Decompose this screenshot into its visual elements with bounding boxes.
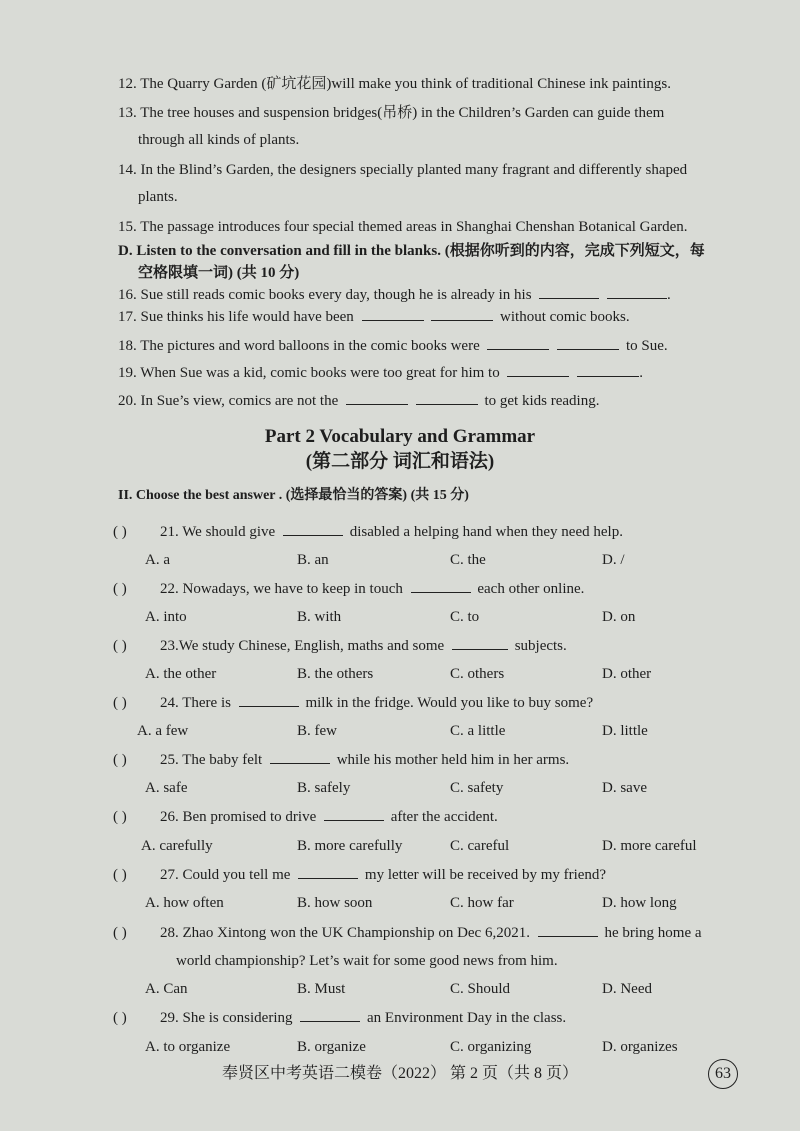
blank-26 — [324, 808, 384, 821]
option-21-d[interactable]: D. / — [602, 552, 625, 568]
statement-15: 15. The passage introduces four special themed areas in Shanghai Chenshan Botanical Garden. — [118, 219, 688, 235]
question-25-stem: 25. The baby felt — [160, 752, 263, 768]
question-18-text: 18. The pictures and word balloons in the comic books were — [118, 338, 480, 354]
section-d-heading-line1: D. Listen to the conversation and fill in the blanks. (根据你听到的内容，完成下列短文，每 — [118, 243, 705, 259]
option-29-b[interactable]: B. organize — [297, 1039, 366, 1055]
blank-20b[interactable] — [416, 392, 478, 405]
option-26-b[interactable]: B. more carefully — [297, 838, 403, 854]
option-27-b[interactable]: B. how soon — [297, 895, 373, 911]
blank-21 — [283, 523, 343, 536]
question-17-text: 17. Sue thinks his life would have been — [118, 309, 354, 325]
option-22-d[interactable]: D. on — [602, 609, 636, 625]
question-28-line2: world championship? Let’s wait for some good news from him. — [176, 953, 558, 969]
blank-29 — [300, 1009, 360, 1022]
question-22 — [160, 580, 584, 598]
question-21 — [160, 523, 623, 541]
section-d-heading-line2: 空格限填一词) (共 10 分) — [138, 265, 300, 281]
option-24-c[interactable]: C. a little — [450, 723, 506, 739]
option-24-d[interactable]: D. little — [602, 723, 648, 739]
blank-23 — [452, 637, 508, 650]
question-18-end: to Sue. — [625, 338, 668, 354]
option-25-b[interactable]: B. safely — [297, 780, 351, 796]
blank-28 — [538, 924, 598, 937]
part2-title-cn: (第二部分 词汇和语法) — [305, 451, 495, 472]
question-27-stem-end: my letter will be received by my friend? — [364, 867, 607, 883]
answer-bracket-23[interactable]: ( ) — [113, 638, 127, 654]
question-24 — [160, 694, 593, 712]
option-21-a[interactable]: A. a — [145, 552, 170, 568]
statement-13-line1: 13. The tree houses and suspension bridges(吊桥) in the Children’s Garden can guide them — [118, 105, 665, 121]
option-23-b[interactable]: B. the others — [297, 666, 374, 682]
answer-bracket-24[interactable]: ( ) — [113, 695, 127, 711]
blank-17a[interactable] — [362, 308, 424, 321]
question-23 — [160, 637, 567, 655]
answer-bracket-21[interactable]: ( ) — [113, 524, 127, 540]
answer-bracket-25[interactable]: ( ) — [113, 752, 127, 768]
question-25-stem-end: while his mother held him in her arms. — [336, 752, 570, 768]
option-27-a[interactable]: A. how often — [145, 895, 224, 911]
question-16-text: 16. Sue still reads comic books every day, though he is already in his — [118, 287, 532, 303]
question-27-stem: 27. Could you tell me — [160, 867, 291, 883]
option-23-d[interactable]: D. other — [602, 666, 652, 682]
statement-12: 12. The Quarry Garden (矿坑花园)will make you think of traditional Chinese ink paintings. — [118, 76, 671, 92]
option-27-c[interactable]: C. how far — [450, 895, 514, 911]
option-28-a[interactable]: A. Can — [145, 981, 188, 997]
question-27 — [160, 866, 606, 884]
question-20 — [118, 392, 599, 410]
blank-20a[interactable] — [346, 392, 408, 405]
page-footer: 奉贤区中考英语二模卷（2022） 第 2 页（共 8 页） — [221, 1065, 578, 1082]
option-29-d[interactable]: D. organizes — [602, 1039, 678, 1055]
blank-17b[interactable] — [431, 308, 493, 321]
blank-22 — [411, 580, 471, 593]
blank-18a[interactable] — [487, 337, 549, 350]
answer-bracket-26[interactable]: ( ) — [113, 809, 127, 825]
answer-bracket-22[interactable]: ( ) — [113, 581, 127, 597]
question-28-stem: 28. Zhao Xintong won the UK Championship on Dec 6,2021. — [160, 925, 530, 941]
answer-bracket-27[interactable]: ( ) — [113, 867, 127, 883]
option-23-a[interactable]: A. the other — [145, 666, 217, 682]
option-27-d[interactable]: D. how long — [602, 895, 677, 911]
option-25-d[interactable]: D. save — [602, 780, 647, 796]
question-29-stem-end: an Environment Day in the class. — [367, 1010, 567, 1026]
question-29-stem: 29. She is considering — [160, 1010, 293, 1026]
question-16 — [118, 286, 671, 304]
option-29-c[interactable]: C. organizing — [450, 1039, 532, 1055]
question-24-stem-end: milk in the fridge. Would you like to buy some? — [305, 695, 594, 711]
question-19-text: 19. When Sue was a kid, comic books were too great for him to — [118, 365, 500, 381]
question-17-end: without comic books. — [500, 309, 630, 325]
question-19 — [118, 364, 643, 382]
option-25-a[interactable]: A. safe — [145, 780, 188, 796]
option-26-d[interactable]: D. more careful — [602, 838, 697, 854]
question-21-stem-end: disabled a helping hand when they need help. — [349, 524, 623, 540]
option-21-b[interactable]: B. an — [297, 552, 329, 568]
question-23-stem: 23.We study Chinese, English, maths and some — [160, 638, 445, 654]
question-25 — [160, 751, 569, 769]
blank-16b[interactable] — [607, 286, 667, 299]
question-17 — [118, 308, 630, 326]
question-21-stem: 21. We should give — [160, 524, 276, 540]
answer-bracket-29[interactable]: ( ) — [113, 1010, 127, 1026]
question-26-stem-end: after the accident. — [390, 809, 498, 825]
question-22-stem-end: each other online. — [477, 581, 585, 597]
question-24-stem: 24. There is — [160, 695, 231, 711]
answer-bracket-28[interactable]: ( ) — [113, 925, 127, 941]
question-22-stem: 22. Nowadays, we have to keep in touch — [160, 581, 403, 597]
blank-27 — [298, 866, 358, 879]
option-28-b[interactable]: B. Must — [297, 981, 346, 997]
blank-25 — [270, 751, 330, 764]
question-20-end: to get kids reading. — [484, 393, 600, 409]
option-24-b[interactable]: B. few — [297, 723, 337, 739]
option-29-a[interactable]: A. to organize — [145, 1039, 231, 1055]
blank-16a[interactable] — [539, 286, 599, 299]
option-28-d[interactable]: D. Need — [602, 981, 652, 997]
option-26-a[interactable]: A. carefully — [141, 838, 213, 854]
blank-18b[interactable] — [557, 337, 619, 350]
question-19-end: . — [639, 365, 643, 381]
question-20-text: 20. In Sue’s view, comics are not the — [118, 393, 339, 409]
question-26 — [160, 808, 498, 826]
option-25-c[interactable]: C. safety — [450, 780, 504, 796]
option-22-a[interactable]: A. into — [145, 609, 187, 625]
blank-19b[interactable] — [577, 364, 639, 377]
option-26-c[interactable]: C. careful — [450, 838, 510, 854]
part2-title-en: Part 2 Vocabulary and Grammar — [264, 426, 536, 447]
question-28-stem-end: he bring home a — [604, 925, 702, 941]
question-23-stem-end: subjects. — [514, 638, 567, 654]
option-23-c[interactable]: C. others — [450, 666, 505, 682]
question-16-end: . — [667, 287, 671, 303]
statement-14-line2: plants. — [138, 189, 178, 205]
blank-24 — [239, 694, 299, 707]
option-24-a[interactable]: A. a few — [137, 723, 189, 739]
option-22-c[interactable]: C. to — [450, 609, 480, 625]
question-26-stem: 26. Ben promised to drive — [160, 809, 317, 825]
option-22-b[interactable]: B. with — [297, 609, 342, 625]
question-28 — [160, 924, 702, 942]
option-28-c[interactable]: C. Should — [450, 981, 511, 997]
question-29 — [160, 1009, 566, 1027]
page-number-badge: 63 — [708, 1059, 738, 1089]
statement-14-line1: 14. In the Blind’s Garden, the designers specially planted many fragrant and differently shaped — [118, 162, 688, 178]
statement-13-line2: through all kinds of plants. — [138, 132, 300, 148]
option-21-c[interactable]: C. the — [450, 552, 486, 568]
blank-19a[interactable] — [507, 364, 569, 377]
question-18 — [118, 337, 668, 355]
section-ii-heading: II. Choose the best answer . (选择最恰当的答案) (共 15 分) — [118, 488, 469, 503]
